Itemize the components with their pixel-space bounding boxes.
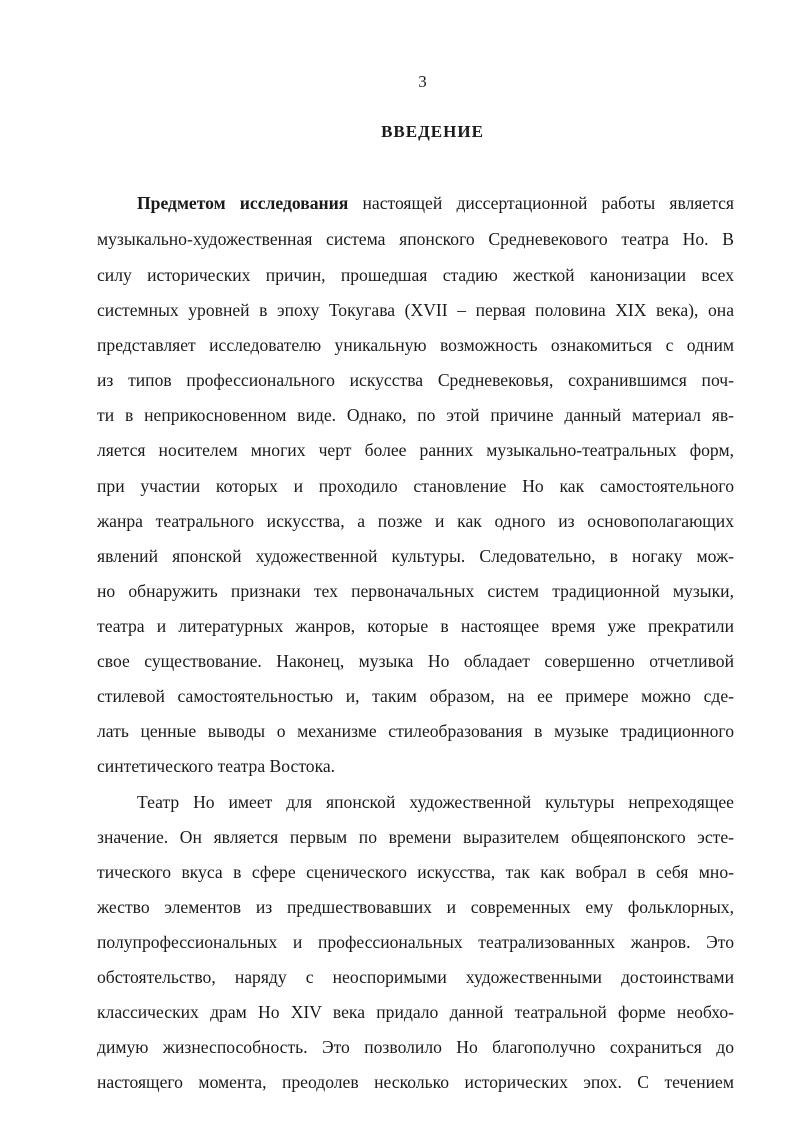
- subject-term: Предметом исследования: [137, 193, 349, 213]
- paragraph-line: при участии которых и проходило становление Но как самостоятельного: [97, 476, 734, 496]
- paragraph-line: музыкально-художественная система японского Средневекового театра Но. В: [97, 229, 734, 249]
- paragraph-line: стилевой самостоятельностью и, таким образом, на ее примере можно сде-: [97, 686, 734, 706]
- paragraph-line: тического вкуса в сфере сценического искусства, так как вобрал в себя мно-: [97, 862, 734, 882]
- paragraph-line: но обнаружить признаки тех первоначальных систем традиционной музыки,: [97, 581, 734, 601]
- paragraph-line: лать ценные выводы о механизме стилеобразования в музыке традиционного: [97, 721, 734, 741]
- paragraph-line: явлений японской художественной культуры. Следовательно, в ногаку мож-: [97, 546, 734, 566]
- page-title: ВВЕДЕНИЕ: [381, 122, 484, 141]
- paragraph-line: классических драм Но XIV века придало данной театральной форме необхо-: [97, 1002, 734, 1022]
- paragraph-line: ляется носителем многих черт более ранних музыкально-театральных форм,: [97, 440, 734, 460]
- paragraph-line: Театр Но имеет для японской художественной культуры непреходящее: [137, 792, 734, 812]
- paragraph-line: [137, 191, 734, 215]
- paragraph-line: свое существование. Наконец, музыка Но обладает совершенно отчетливой: [97, 651, 734, 671]
- paragraph-line: полупрофессиональных и профессиональных театрализованных жанров. Это: [97, 932, 734, 952]
- paragraph-line: ти в неприкосновенном виде. Однако, по этой причине данный материал яв-: [97, 405, 734, 425]
- paragraph-line: из типов профессионального искусства Средневековья, сохранившимся поч-: [97, 370, 734, 390]
- paragraph-line: силу исторических причин, прошедшая стадию жесткой канонизации всех: [97, 265, 734, 285]
- paragraph-line: обстоятельство, наряду с неоспоримыми художественными достоинствами: [97, 967, 734, 987]
- paragraph-line: значение. Он является первым по времени выразителем общеяпонского эсте-: [97, 827, 734, 847]
- page-number: 3: [418, 72, 427, 91]
- paragraph-text: настоящей диссертационной работы является: [348, 193, 735, 213]
- paragraph-line: синтетического театра Востока.: [97, 756, 336, 776]
- paragraph-line: димую жизнеспособность. Это позволило Но благополучно сохраниться до: [97, 1037, 734, 1057]
- paragraph-line: представляет исследователю уникальную возможность ознакомиться с одним: [97, 335, 734, 355]
- paragraph-line: театра и литературных жанров, которые в настоящее время уже прекратили: [97, 616, 734, 636]
- paragraph-line: жанра театрального искусства, а позже и как одного из основополагающих: [97, 511, 734, 531]
- paragraph-line: жество элементов из предшествовавших и современных ему фольклорных,: [97, 897, 734, 917]
- paragraph-line: настоящего момента, преодолев несколько исторических эпох. С течением: [97, 1072, 734, 1092]
- paragraph-line: системных уровней в эпоху Токугава (XVII – первая половина XIX века), она: [97, 300, 734, 320]
